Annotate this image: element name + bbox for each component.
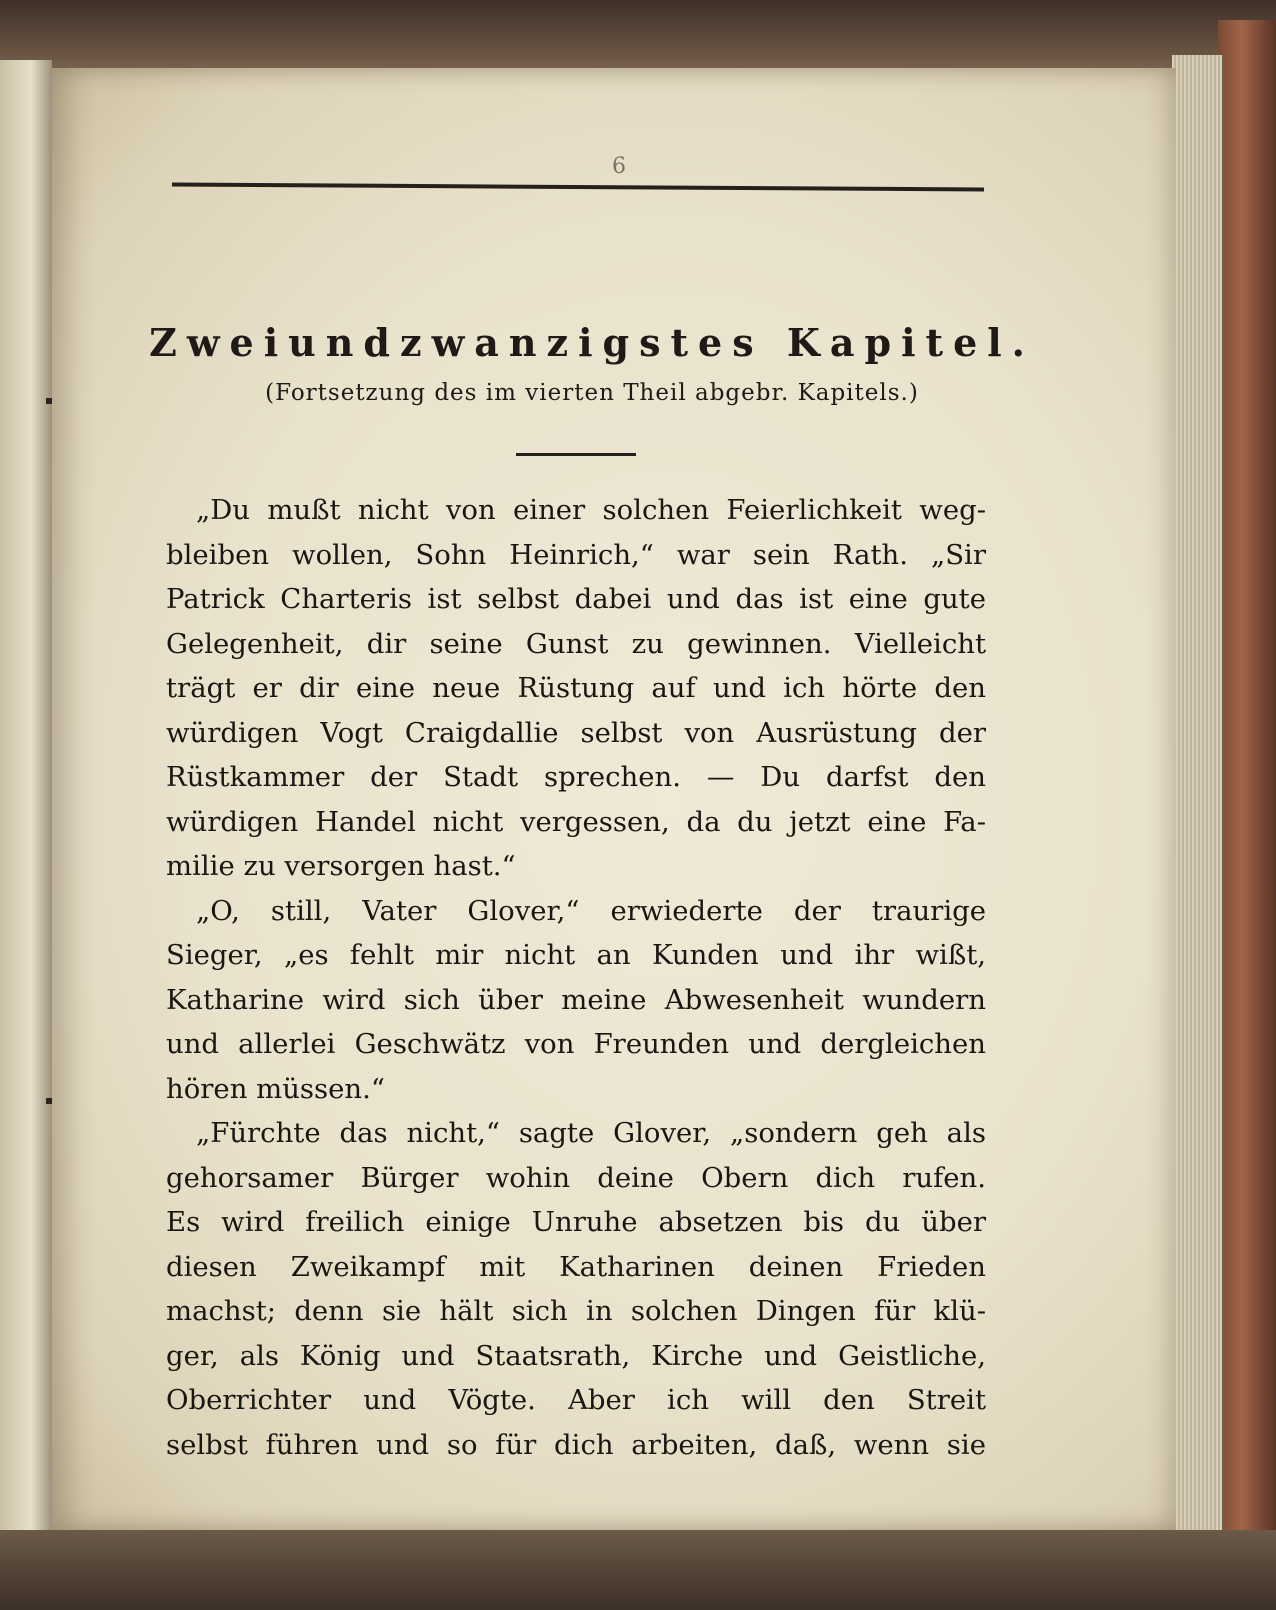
text-line: Gelegenheit, dir seine Gunst zu gewinnen. Vielleicht	[166, 627, 986, 660]
text-line: „Du mußt nicht von einer solchen Feierlichkeit weg-	[196, 494, 986, 526]
chapter-subtitle: (Fortsetzung des im vierten Theil abgebr. Kapitels.)	[265, 380, 919, 406]
chapter-title: Zweiundzwanzigstes Kapitel.	[149, 320, 1035, 365]
text-line: Katharine wird sich über meine Abwesenheit wundern	[166, 983, 986, 1016]
page-number: 6	[612, 154, 626, 179]
book-cover-right	[1218, 20, 1276, 1590]
text-line: „Fürchte das nicht,“ sagte Glover, „sondern geh als	[196, 1117, 986, 1149]
text-line: würdigen Vogt Craigdallie selbst von Ausrüstung der	[166, 716, 986, 749]
book-binding-bottom	[0, 1530, 1276, 1610]
text-line: selbst führen und so für dich arbeiten, daß, wenn sie	[166, 1428, 986, 1461]
text-line: diesen Zweikampf mit Katharinen deinen Frieden	[166, 1250, 986, 1283]
book-page	[52, 68, 1176, 1530]
text-line: hören müssen.“	[166, 1072, 385, 1105]
body-text	[166, 488, 986, 1467]
text-line: trägt er dir eine neue Rüstung auf und ich hörte den	[166, 672, 986, 704]
text-line: und allerlei Geschwätz von Freunden und dergleichen	[166, 1028, 986, 1060]
text-line: bleiben wollen, Sohn Heinrich,“ war sein Rath. „Sir	[166, 538, 986, 571]
header-rule	[172, 183, 984, 192]
text-line: Es wird freilich einige Unruhe absetzen bis du über	[166, 1206, 986, 1238]
text-line: Oberrichter und Vögte. Aber ich will den Streit	[166, 1384, 986, 1416]
left-page-edge	[0, 60, 52, 1530]
text-line: gehorsamer Bürger wohin deine Obern dich rufen.	[166, 1161, 986, 1194]
text-line: „O, still, Vater Glover,“ erwiederte der traurige	[196, 894, 986, 927]
text-line: ger, als König und Staatsrath, Kirche und Geistliche,	[166, 1339, 986, 1372]
text-line: Patrick Charteris ist selbst dabei und das ist eine gute	[166, 583, 986, 615]
text-line: würdigen Handel nicht vergessen, da du jetzt eine Fa-	[166, 805, 986, 838]
section-rule	[516, 453, 636, 456]
page-edges	[1172, 55, 1224, 1535]
text-line: Sieger, „es fehlt mir nicht an Kunden und ihr wißt,	[166, 939, 986, 971]
text-line: milie zu versorgen hast.“	[166, 850, 516, 882]
text-line: machst; denn sie hält sich in solchen Dingen für klü-	[166, 1295, 986, 1327]
text-line: Rüstkammer der Stadt sprechen. — Du darfst den	[166, 761, 986, 793]
